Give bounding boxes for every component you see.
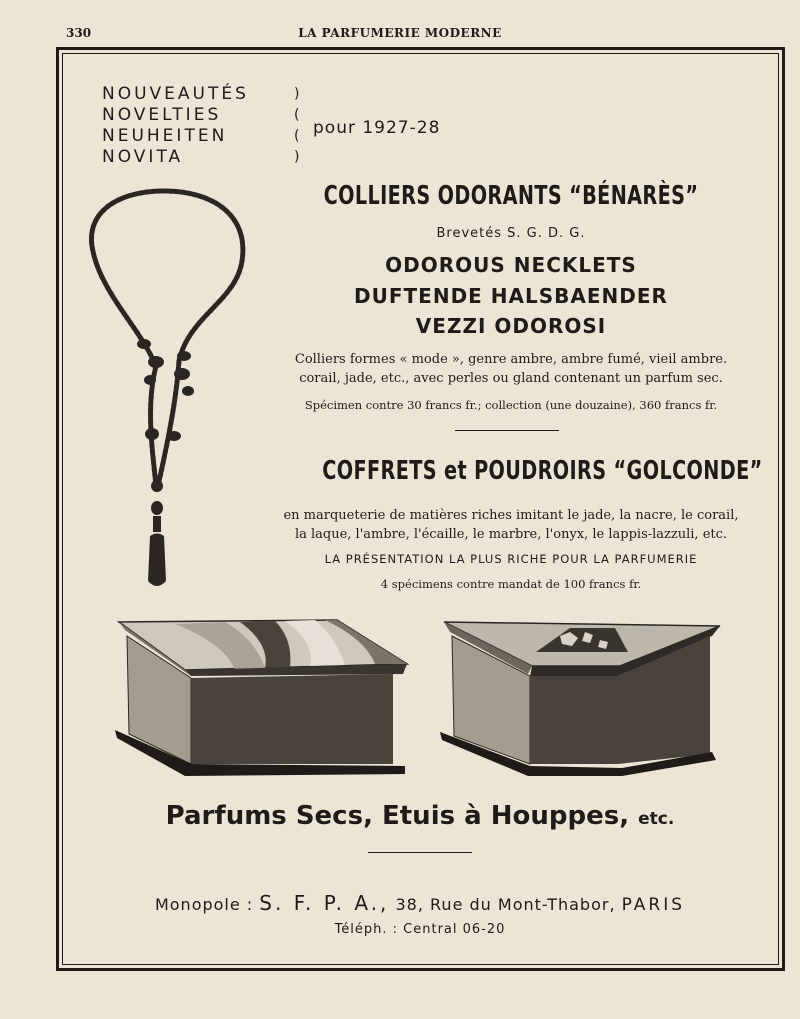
description-line: en marqueterie de matières riches imitant le jade, la nacre, le corail, [283,508,739,523]
running-head: LA PARFUMERIE MODERNE [298,26,502,40]
company-name: S. F. P. A., [259,891,390,915]
triangular-box-illustration [440,614,725,784]
golconde-tagline: LA PRÉSENTATION LA PLUS RICHE POUR LA PARFUMERIE [324,552,698,566]
benares-pricing: Spécimen contre 30 francs fr.; collection (une douzaine), 360 francs fr. [304,398,718,412]
page-number: 330 [66,26,92,40]
novelties-list [102,84,249,168]
golconde-title: COFFRETS et POUDROIRS “GOLCONDE” [322,456,763,486]
novelty-item: NOUVEAUTÉS [102,84,249,104]
benares-description [256,350,766,388]
description-line: la laque, l'ambre, l'écaille, le marbre, l'onyx, le lappis-lazzuli, etc. [294,527,728,542]
products-line [60,801,780,831]
translation-english: ODOROUS NECKLETS [385,253,637,277]
golconde-description [256,506,766,544]
necklace-illustration [84,186,254,596]
monopole-label: Monopole : [154,895,254,914]
novelty-item: NOVELTIES [102,105,222,125]
square-box-illustration [115,614,415,784]
street-address: 38, Rue du Mont-Thabor, [395,895,616,914]
patent-line: Brevetés S. G. D. G. [436,226,586,241]
translation-italian: VEZZI ODOROSI [415,314,607,338]
address-line [60,891,780,915]
benares-title: COLLIERS ODORANTS “BÉNARÈS” [323,181,699,211]
novelty-item: NOVITA [102,147,184,167]
section-divider [455,430,559,431]
products-main: Parfums Secs, Etuis à Houppes, [165,801,630,831]
translation-german: DUFTENDE HALSBAENDER [354,284,668,308]
products-etc: etc. [638,809,675,829]
city-name: PARIS [621,895,686,915]
footer-divider [368,852,472,853]
description-line: corail, jade, etc., avec perles ou gland contenant un parfum sec. [299,371,723,386]
season-label: pour 1927-28 [313,118,441,138]
golconde-pricing: 4 spécimens contre mandat de 100 francs fr. [380,577,642,591]
novelty-item: NEUHEITEN [102,126,228,146]
phone-line: Téléph. : Central 06-20 [334,922,506,937]
description-line: Colliers formes « mode », genre ambre, ambre fumé, vieil ambre. [294,352,728,367]
brace-icon: ) ( ( ) [294,86,300,165]
